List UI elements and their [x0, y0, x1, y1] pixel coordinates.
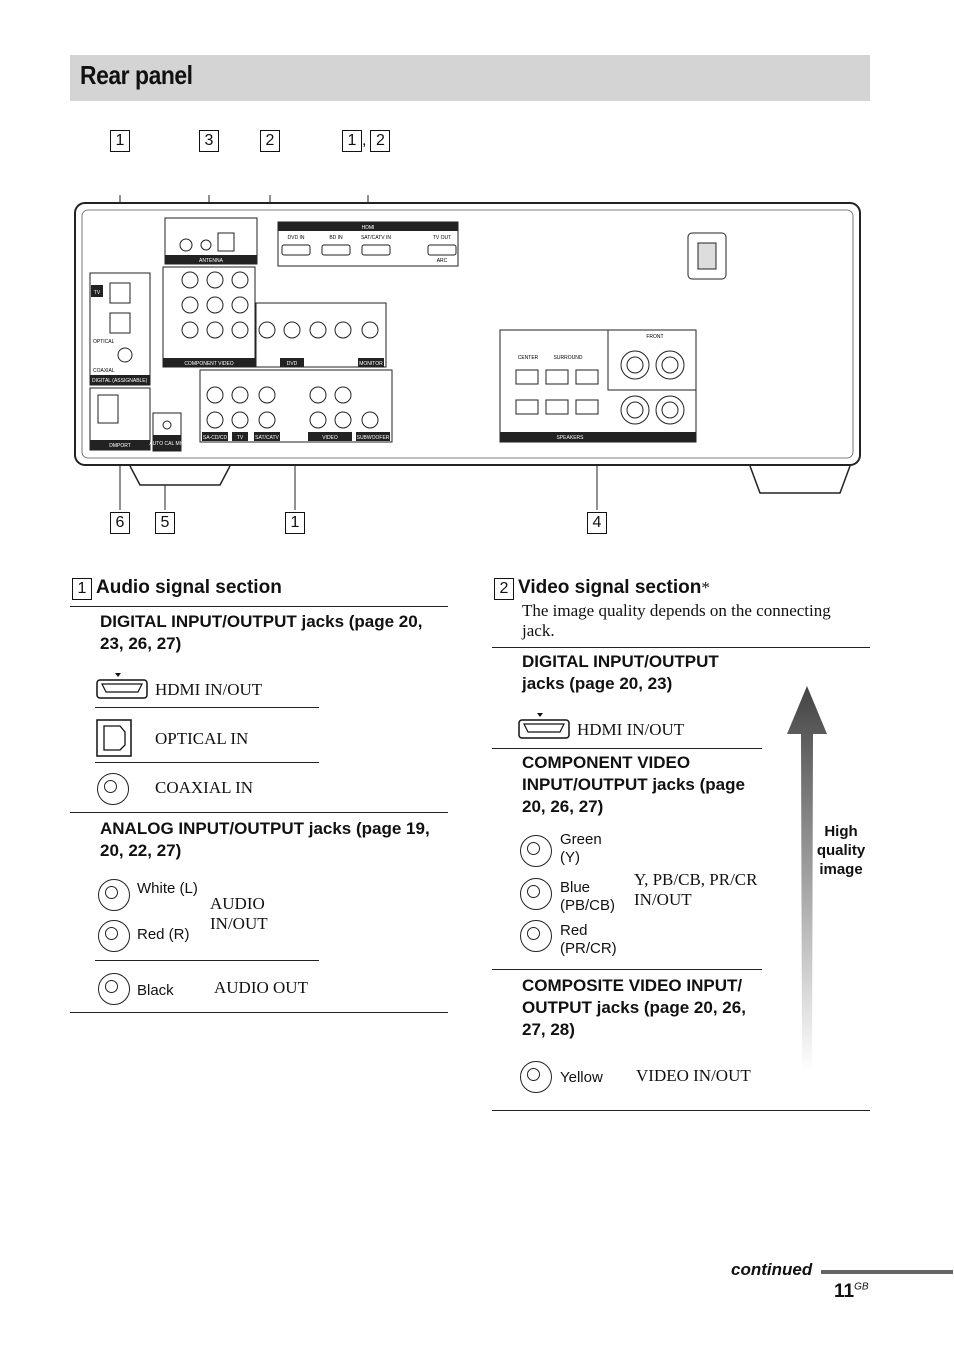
black-label: Black	[137, 982, 174, 999]
section2-composite-title: COMPOSITE VIDEO INPUT/ OUTPUT jacks (page 20, 26, 27, 28)	[522, 976, 746, 1039]
sa-cd-label: SA-CD/CD	[202, 435, 228, 441]
hdmi-label: HDMI	[361, 225, 375, 231]
hdmi-icon	[518, 712, 570, 740]
component-video-label: COMPONENT VIDEO	[184, 361, 234, 367]
component-signal-label: Y, PB/CB, PR/CR IN/OUT	[634, 870, 758, 909]
video-inout-label: VIDEO IN/OUT	[636, 1066, 751, 1085]
section2-heading: 2 Video signal section*	[494, 577, 710, 600]
monitor-label: MONITOR	[359, 361, 383, 367]
sat-catv-label: SAT/CATV	[255, 435, 279, 441]
center-label: CENTER	[517, 355, 539, 361]
callout-1-bottom: 1	[285, 512, 305, 534]
blue-jack-icon	[520, 878, 552, 910]
antenna-block	[165, 218, 257, 264]
black-jack-icon	[98, 973, 130, 1005]
quality-label: High quality image	[816, 823, 866, 878]
red-jack-icon	[520, 920, 552, 952]
auto-cal-mic-label: AUTO CAL MIC	[149, 441, 185, 447]
callout-4: 4	[587, 512, 607, 534]
divider	[70, 1012, 448, 1013]
section1-digital-title: DIGITAL INPUT/OUTPUT jacks (page 20, 23, 26, 27)	[100, 612, 423, 653]
page-number: $11^{GB}$	[834, 1281, 869, 1302]
audio-out-label: AUDIO OUT	[214, 978, 308, 997]
red-r-label: Red (R)	[137, 926, 190, 943]
continued-label: continued	[731, 1260, 813, 1279]
continued-bar	[821, 1270, 953, 1274]
divider	[492, 748, 762, 749]
divider	[70, 812, 448, 813]
coaxial-in-label: COAXIAL IN	[155, 778, 254, 797]
callout-1-2-top: 1 , 2	[342, 130, 390, 152]
red-component-label: Red (PR/CR)	[560, 922, 617, 957]
audio-block	[200, 370, 392, 442]
dmport-label: DMPORT	[109, 443, 131, 449]
video-block	[256, 303, 386, 367]
section1-heading: 1 Audio signal section	[72, 577, 282, 600]
divider	[492, 1110, 870, 1111]
red-jack-icon	[98, 920, 130, 952]
callout-2-top: 2	[260, 130, 280, 152]
subwoofer-label: SUBWOOFER	[356, 435, 390, 441]
audio-inout-label: AUDIO IN/OUT	[210, 894, 268, 933]
page-title: Rear panel	[80, 60, 193, 90]
section2-note: The image quality depends on the connecting jack.	[522, 601, 831, 640]
section2-digital-title: DIGITAL INPUT/OUTPUT jacks (page 20, 23)	[522, 652, 719, 693]
video-label: VIDEO	[322, 435, 338, 441]
divider	[95, 707, 319, 708]
coaxial-label: COAXIAL	[93, 368, 115, 374]
hdmi-block	[278, 222, 458, 266]
coaxial-jack-icon	[97, 773, 129, 805]
callout-5: 5	[155, 512, 175, 534]
rear-panel-diagram	[70, 195, 870, 510]
hdmi-icon	[96, 672, 148, 700]
optical-in-label: OPTICAL IN	[155, 729, 249, 748]
divider	[492, 969, 762, 970]
optical-icon	[96, 719, 132, 757]
digital-label: DIGITAL (ASSIGNABLE)	[92, 378, 148, 384]
hdmi-tv-out-label: TV OUT	[432, 235, 452, 241]
front-label: FRONT	[646, 334, 664, 340]
white-l-label: White (L)	[137, 880, 198, 897]
hdmi-bd-in-label: BD IN	[329, 235, 343, 241]
speakers-block	[500, 330, 696, 442]
callout-6: 6	[110, 512, 130, 534]
hdmi-sat-in-label: SAT/CATV IN	[360, 235, 392, 241]
divider	[492, 647, 870, 648]
green-jack-icon	[520, 835, 552, 867]
tv-digital-label: TV	[93, 290, 101, 296]
section1-analog-title: ANALOG INPUT/OUTPUT jacks (page 19, 20, 22, 27)	[100, 819, 430, 860]
divider	[70, 606, 448, 607]
video-hdmi-inout-label: HDMI IN/OUT	[577, 720, 685, 739]
optical-label: OPTICAL	[93, 339, 115, 345]
hdmi-inout-label: HDMI IN/OUT	[155, 680, 263, 699]
divider	[95, 762, 319, 763]
callout-3-top: 3	[199, 130, 219, 152]
section2-component-title: COMPONENT VIDEO INPUT/OUTPUT jacks (page 20, 26, 27)	[522, 753, 745, 816]
antenna-label: ANTENNA	[199, 258, 223, 264]
hdmi-dvd-in-label: DVD IN	[287, 235, 305, 241]
divider	[95, 960, 319, 961]
digital-block	[90, 273, 150, 385]
tv-audio-label: TV	[236, 435, 244, 441]
blue-label: Blue (PB/CB)	[560, 879, 616, 914]
arc-label: ARC	[436, 258, 448, 264]
yellow-label: Yellow	[560, 1069, 603, 1086]
callout-1-top: 1	[110, 130, 130, 152]
yellow-jack-icon	[520, 1061, 552, 1093]
component-video-block	[163, 267, 255, 367]
green-label: Green (Y)	[560, 831, 602, 866]
white-jack-icon	[98, 879, 130, 911]
speakers-label: SPEAKERS	[556, 435, 584, 441]
surround-label: SURROUND	[553, 355, 583, 361]
dvd-label: DVD	[286, 361, 298, 367]
